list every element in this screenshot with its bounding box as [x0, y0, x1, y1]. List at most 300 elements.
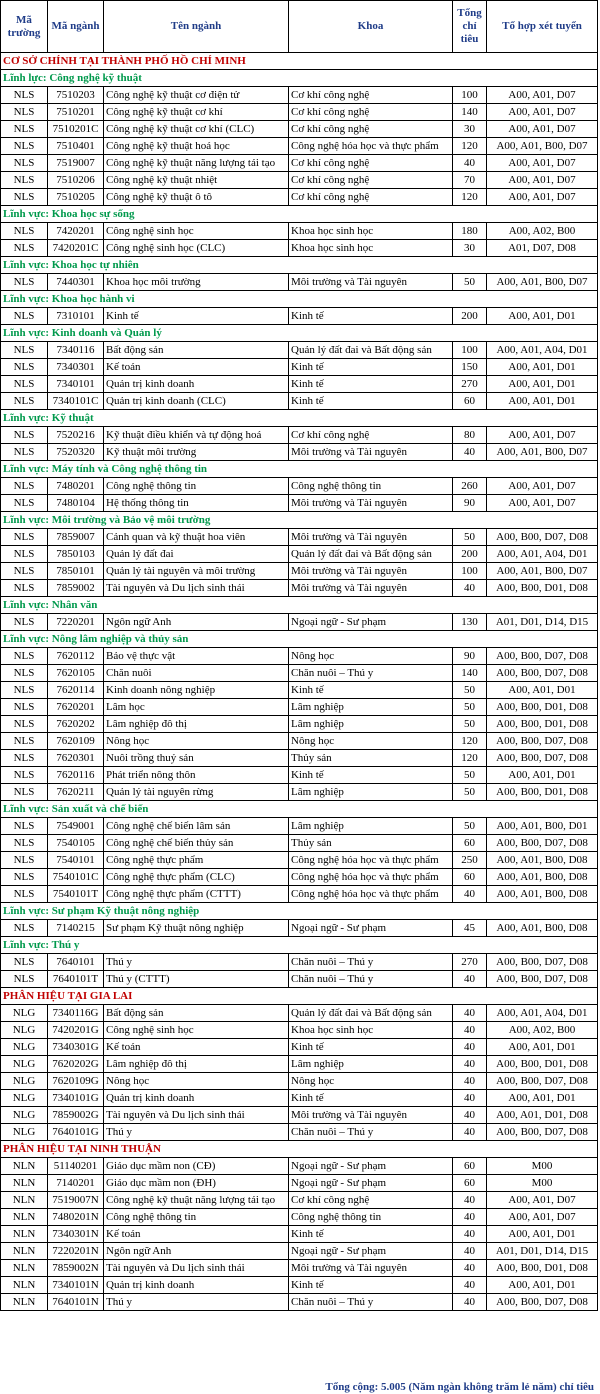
faculty-cell: Chăn nuôi – Thú y: [289, 1294, 453, 1311]
quota-cell: 40: [453, 1294, 487, 1311]
school-code-cell: NLG: [1, 1056, 48, 1073]
school-code-cell: NLG: [1, 1022, 48, 1039]
major-name-cell: Thú y: [104, 954, 289, 971]
major-name-cell: Thú y: [104, 1124, 289, 1141]
major-name-cell: Kế toán: [104, 1039, 289, 1056]
table-row: [1, 478, 598, 495]
school-code-cell: NLS: [1, 478, 48, 495]
faculty-cell: Môi trường và Tài nguyên: [289, 274, 453, 291]
combos-cell: A00, A01, B00, D08: [487, 852, 598, 869]
major-name-cell: Kỹ thuật môi trường: [104, 444, 289, 461]
quota-cell: 40: [453, 1243, 487, 1260]
major-code-cell: 7620109: [48, 733, 104, 750]
combos-cell: A00, A01, D07: [487, 104, 598, 121]
quota-cell: 50: [453, 767, 487, 784]
table-row: [1, 733, 598, 750]
school-code-cell: NLS: [1, 376, 48, 393]
quota-cell: 40: [453, 580, 487, 597]
faculty-cell: Kinh tế: [289, 393, 453, 410]
school-code-cell: NLN: [1, 1158, 48, 1175]
major-code-cell: 7620202: [48, 716, 104, 733]
school-code-cell: NLS: [1, 393, 48, 410]
school-code-cell: NLS: [1, 733, 48, 750]
table-row: [1, 1277, 598, 1294]
major-code-cell: 7510201C: [48, 121, 104, 138]
major-code-cell: 7620301: [48, 750, 104, 767]
quota-cell: 40: [453, 444, 487, 461]
major-name-cell: Bất động sản: [104, 1005, 289, 1022]
quota-cell: 70: [453, 172, 487, 189]
school-code-cell: NLN: [1, 1277, 48, 1294]
quota-cell: 130: [453, 614, 487, 631]
school-code-cell: NLS: [1, 971, 48, 988]
major-name-cell: Thú y (CTTT): [104, 971, 289, 988]
faculty-cell: Khoa học sinh học: [289, 240, 453, 257]
quota-cell: 40: [453, 971, 487, 988]
combos-cell: A01, D01, D14, D15: [487, 614, 598, 631]
combos-cell: A00, A01, D01: [487, 1090, 598, 1107]
major-name-cell: Nông học: [104, 733, 289, 750]
major-name-cell: Công nghệ thông tin: [104, 1209, 289, 1226]
field-row: [1, 70, 598, 87]
combos-cell: A00, A02, B00: [487, 223, 598, 240]
table-row: [1, 393, 598, 410]
table-row: [1, 1039, 598, 1056]
major-code-cell: 7340101N: [48, 1277, 104, 1294]
combos-cell: A00, A01, B00, D07: [487, 563, 598, 580]
major-name-cell: Công nghệ kỹ thuật ô tô: [104, 189, 289, 206]
major-name-cell: Công nghệ thực phẩm (CLC): [104, 869, 289, 886]
quota-cell: 45: [453, 920, 487, 937]
faculty-cell: Kinh tế: [289, 376, 453, 393]
major-name-cell: Bất động sản: [104, 342, 289, 359]
table-row: [1, 1005, 598, 1022]
quota-cell: 40: [453, 1039, 487, 1056]
major-code-cell: 7510401: [48, 138, 104, 155]
faculty-cell: Nông học: [289, 648, 453, 665]
faculty-cell: Kinh tế: [289, 1226, 453, 1243]
school-code-cell: NLS: [1, 444, 48, 461]
table-row: [1, 716, 598, 733]
table-row: [1, 1158, 598, 1175]
major-name-cell: Hệ thống thông tin: [104, 495, 289, 512]
school-code-cell: NLS: [1, 750, 48, 767]
school-code-cell: NLS: [1, 172, 48, 189]
faculty-cell: Cơ khí công nghệ: [289, 121, 453, 138]
major-code-cell: 7640101: [48, 954, 104, 971]
quota-cell: 120: [453, 750, 487, 767]
faculty-cell: Kinh tế: [289, 359, 453, 376]
combos-cell: A00, B00, D07, D08: [487, 1294, 598, 1311]
school-code-cell: NLS: [1, 240, 48, 257]
table-row: [1, 750, 598, 767]
table-row: [1, 376, 598, 393]
combos-cell: A00, A01, B00, D08: [487, 869, 598, 886]
combos-cell: A00, A01, D01, D08: [487, 1107, 598, 1124]
major-name-cell: Công nghệ thực phẩm: [104, 852, 289, 869]
table-row: [1, 1226, 598, 1243]
major-code-cell: 7480201N: [48, 1209, 104, 1226]
major-code-cell: 7340301N: [48, 1226, 104, 1243]
major-code-cell: 7420201G: [48, 1022, 104, 1039]
school-code-cell: NLN: [1, 1226, 48, 1243]
major-name-cell: Quản lý tài nguyên rừng: [104, 784, 289, 801]
major-name-cell: Chăn nuôi: [104, 665, 289, 682]
major-code-cell: 7850101: [48, 563, 104, 580]
faculty-cell: Ngoại ngữ - Sư phạm: [289, 1158, 453, 1175]
field-row: [1, 937, 598, 954]
table-header: [1, 1, 598, 53]
combos-cell: A00, B00, D07, D08: [487, 1073, 598, 1090]
major-code-cell: 7620114: [48, 682, 104, 699]
school-code-cell: NLG: [1, 1039, 48, 1056]
quota-cell: 100: [453, 87, 487, 104]
combos-cell: A00, A01, D01: [487, 1226, 598, 1243]
major-name-cell: Công nghệ kỹ thuật cơ khí: [104, 104, 289, 121]
combos-cell: A00, B00, D01, D08: [487, 699, 598, 716]
major-name-cell: Công nghệ kỹ thuật cơ điện tử: [104, 87, 289, 104]
faculty-cell: Ngoại ngữ - Sư phạm: [289, 1243, 453, 1260]
table-row: [1, 1209, 598, 1226]
quota-cell: 50: [453, 682, 487, 699]
faculty-cell: Cơ khí công nghệ: [289, 1192, 453, 1209]
quota-cell: 30: [453, 240, 487, 257]
faculty-cell: Công nghệ hóa học và thực phẩm: [289, 886, 453, 903]
major-code-cell: 7859002N: [48, 1260, 104, 1277]
field-title: Lĩnh vực: Sản xuất và chế biến: [1, 801, 598, 818]
major-code-cell: 7480201: [48, 478, 104, 495]
table-row: [1, 563, 598, 580]
major-name-cell: Công nghệ chế biến thủy sản: [104, 835, 289, 852]
major-code-cell: 7510203: [48, 87, 104, 104]
combos-cell: A00, A01, A04, D01: [487, 546, 598, 563]
school-code-cell: NLS: [1, 427, 48, 444]
combos-cell: A00, B00, D01, D08: [487, 1260, 598, 1277]
school-code-cell: NLS: [1, 886, 48, 903]
combos-cell: A00, A01, D01: [487, 308, 598, 325]
quota-cell: 200: [453, 308, 487, 325]
major-name-cell: Kế toán: [104, 359, 289, 376]
quota-cell: 50: [453, 784, 487, 801]
major-name-cell: Công nghệ sinh học: [104, 1022, 289, 1039]
faculty-cell: Quản lý đất đai và Bất động sản: [289, 342, 453, 359]
school-code-cell: NLN: [1, 1175, 48, 1192]
school-code-cell: NLS: [1, 359, 48, 376]
faculty-cell: Cơ khí công nghệ: [289, 155, 453, 172]
major-code-cell: 7859002: [48, 580, 104, 597]
header-quota: Tổng chỉ tiêu: [453, 1, 487, 53]
major-name-cell: Kỹ thuật điều khiển và tự động hoá: [104, 427, 289, 444]
school-code-cell: NLS: [1, 767, 48, 784]
table-row: [1, 886, 598, 903]
faculty-cell: Lâm nghiệp: [289, 784, 453, 801]
quota-cell: 50: [453, 699, 487, 716]
quota-cell: 40: [453, 1226, 487, 1243]
major-code-cell: 7340101G: [48, 1090, 104, 1107]
combos-cell: A00, B00, D01, D08: [487, 716, 598, 733]
combos-cell: A01, D07, D08: [487, 240, 598, 257]
faculty-cell: Kinh tế: [289, 1090, 453, 1107]
field-row: [1, 206, 598, 223]
major-name-cell: Thú y: [104, 1294, 289, 1311]
faculty-cell: Môi trường và Tài nguyên: [289, 529, 453, 546]
campus-row: [1, 1141, 598, 1158]
combos-cell: A00, A01, D01: [487, 767, 598, 784]
faculty-cell: Kinh tế: [289, 308, 453, 325]
header-combos: Tổ hợp xét tuyển: [487, 1, 598, 53]
school-code-cell: NLN: [1, 1294, 48, 1311]
table-row: [1, 1022, 598, 1039]
faculty-cell: Công nghệ hóa học và thực phẩm: [289, 138, 453, 155]
campus-title: PHÂN HIỆU TẠI GIA LAI: [1, 988, 598, 1005]
quota-cell: 40: [453, 1192, 487, 1209]
table-row: [1, 971, 598, 988]
major-code-cell: 7340301: [48, 359, 104, 376]
field-title: Lĩnh vực: Môi trường và Bảo vệ môi trường: [1, 512, 598, 529]
faculty-cell: Chăn nuôi – Thú y: [289, 1124, 453, 1141]
combos-cell: A01, D01, D14, D15: [487, 1243, 598, 1260]
quota-cell: 60: [453, 1175, 487, 1192]
table-row: [1, 189, 598, 206]
table-row: [1, 104, 598, 121]
table-row: [1, 223, 598, 240]
major-name-cell: Công nghệ kỹ thuật năng lượng tái tạo: [104, 155, 289, 172]
grand-total: Tổng cộng: 5.005 (Năm ngàn không trăm lẻ năm) chỉ tiêu: [325, 1381, 594, 1393]
major-code-cell: 7519007: [48, 155, 104, 172]
table-row: [1, 869, 598, 886]
major-code-cell: 7620211: [48, 784, 104, 801]
faculty-cell: Chăn nuôi – Thú y: [289, 954, 453, 971]
field-row: [1, 903, 598, 920]
faculty-cell: Kinh tế: [289, 682, 453, 699]
combos-cell: A00, B00, D07, D08: [487, 529, 598, 546]
school-code-cell: NLS: [1, 563, 48, 580]
combos-cell: A00, A01, D01: [487, 682, 598, 699]
major-name-cell: Công nghệ kỹ thuật cơ khí (CLC): [104, 121, 289, 138]
school-code-cell: NLS: [1, 189, 48, 206]
major-name-cell: Cảnh quan và kỹ thuật hoa viên: [104, 529, 289, 546]
field-row: [1, 325, 598, 342]
major-code-cell: 7140215: [48, 920, 104, 937]
major-code-cell: 7520320: [48, 444, 104, 461]
combos-cell: A00, A01, B00, D08: [487, 920, 598, 937]
faculty-cell: Môi trường và Tài nguyên: [289, 495, 453, 512]
table-row: [1, 784, 598, 801]
combos-cell: A00, A01, D07: [487, 1192, 598, 1209]
combos-cell: A00, A01, D07: [487, 189, 598, 206]
quota-cell: 120: [453, 733, 487, 750]
faculty-cell: Kinh tế: [289, 1039, 453, 1056]
major-code-cell: 7640101N: [48, 1294, 104, 1311]
faculty-cell: Ngoại ngữ - Sư phạm: [289, 920, 453, 937]
quota-cell: 40: [453, 1107, 487, 1124]
quota-cell: 50: [453, 274, 487, 291]
major-code-cell: 7420201: [48, 223, 104, 240]
faculty-cell: Nông học: [289, 1073, 453, 1090]
major-name-cell: Công nghệ kỹ thuật hoá học: [104, 138, 289, 155]
major-name-cell: Công nghệ sinh học (CLC): [104, 240, 289, 257]
faculty-cell: Môi trường và Tài nguyên: [289, 444, 453, 461]
school-code-cell: NLS: [1, 614, 48, 631]
school-code-cell: NLS: [1, 342, 48, 359]
major-name-cell: Bảo vệ thực vật: [104, 648, 289, 665]
major-name-cell: Tài nguyên và Du lịch sinh thái: [104, 1260, 289, 1277]
major-name-cell: Lâm học: [104, 699, 289, 716]
table-row: [1, 665, 598, 682]
table-row: [1, 87, 598, 104]
combos-cell: M00: [487, 1175, 598, 1192]
quota-cell: 40: [453, 155, 487, 172]
header-school-code: Mã trường: [1, 1, 48, 53]
major-code-cell: 7859007: [48, 529, 104, 546]
major-name-cell: Quản lý đất đai: [104, 546, 289, 563]
combos-cell: A00, A01, D07: [487, 427, 598, 444]
table-row: [1, 1090, 598, 1107]
major-name-cell: Công nghệ kỹ thuật nhiệt: [104, 172, 289, 189]
quota-cell: 40: [453, 1022, 487, 1039]
campus-title: CƠ SỞ CHÍNH TẠI THÀNH PHỐ HỒ CHÍ MINH: [1, 53, 598, 70]
quota-cell: 40: [453, 1260, 487, 1277]
major-code-cell: 7510201: [48, 104, 104, 121]
combos-cell: A00, B00, D07, D08: [487, 750, 598, 767]
combos-cell: A00, B00, D07, D08: [487, 835, 598, 852]
school-code-cell: NLS: [1, 818, 48, 835]
quota-cell: 40: [453, 1005, 487, 1022]
quota-cell: 60: [453, 393, 487, 410]
quota-cell: 100: [453, 563, 487, 580]
table-row: [1, 1260, 598, 1277]
quota-cell: 30: [453, 121, 487, 138]
quota-cell: 40: [453, 1056, 487, 1073]
major-code-cell: 7510206: [48, 172, 104, 189]
major-name-cell: Công nghệ kỹ thuật năng lượng tái tạo: [104, 1192, 289, 1209]
faculty-cell: Ngoại ngữ - Sư phạm: [289, 614, 453, 631]
major-code-cell: 7620105: [48, 665, 104, 682]
combos-cell: A00, A01, D07: [487, 478, 598, 495]
table-row: [1, 274, 598, 291]
campus-title: PHÂN HIỆU TẠI NINH THUẬN: [1, 1141, 598, 1158]
table-row: [1, 155, 598, 172]
field-title: Lĩnh lực: Công nghệ kỹ thuật: [1, 70, 598, 87]
major-name-cell: Giáo dục mầm non (ĐH): [104, 1175, 289, 1192]
header-major-name: Tên ngành: [104, 1, 289, 53]
table-row: [1, 308, 598, 325]
major-code-cell: 7540101: [48, 852, 104, 869]
school-code-cell: NLS: [1, 104, 48, 121]
quota-cell: 40: [453, 1277, 487, 1294]
major-code-cell: 7340116G: [48, 1005, 104, 1022]
major-code-cell: 7480104: [48, 495, 104, 512]
field-row: [1, 291, 598, 308]
school-code-cell: NLS: [1, 665, 48, 682]
combos-cell: A00, B00, D01, D08: [487, 784, 598, 801]
combos-cell: A00, A01, D01: [487, 393, 598, 410]
combos-cell: A00, A02, B00: [487, 1022, 598, 1039]
school-code-cell: NLG: [1, 1005, 48, 1022]
combos-cell: A00, B00, D01, D08: [487, 1056, 598, 1073]
field-title: Lĩnh vực: Khoa học sự sống: [1, 206, 598, 223]
quota-cell: 120: [453, 189, 487, 206]
faculty-cell: Lâm nghiệp: [289, 716, 453, 733]
field-row: [1, 631, 598, 648]
major-name-cell: Quản trị kinh doanh: [104, 376, 289, 393]
combos-cell: A00, B00, D07, D08: [487, 954, 598, 971]
faculty-cell: Quản lý đất đai và Bất động sản: [289, 546, 453, 563]
quota-cell: 40: [453, 1209, 487, 1226]
table-row: [1, 1124, 598, 1141]
faculty-cell: Công nghệ hóa học và thực phẩm: [289, 869, 453, 886]
school-code-cell: NLS: [1, 716, 48, 733]
major-name-cell: Công nghệ thực phẩm (CTTT): [104, 886, 289, 903]
faculty-cell: Khoa học sinh học: [289, 1022, 453, 1039]
school-code-cell: NLG: [1, 1073, 48, 1090]
combos-cell: A00, B00, D07, D08: [487, 733, 598, 750]
table-row: [1, 1073, 598, 1090]
table-row: [1, 138, 598, 155]
school-code-cell: NLS: [1, 274, 48, 291]
school-code-cell: NLS: [1, 121, 48, 138]
major-name-cell: Giáo dục mầm non (CĐ): [104, 1158, 289, 1175]
school-code-cell: NLS: [1, 155, 48, 172]
major-code-cell: 51140201: [48, 1158, 104, 1175]
school-code-cell: NLS: [1, 648, 48, 665]
table-row: [1, 954, 598, 971]
school-code-cell: NLS: [1, 546, 48, 563]
quota-cell: 90: [453, 495, 487, 512]
faculty-cell: Ngoại ngữ - Sư phạm: [289, 1175, 453, 1192]
combos-cell: A00, A01, B00, D07: [487, 138, 598, 155]
table-row: [1, 495, 598, 512]
faculty-cell: Lâm nghiệp: [289, 1056, 453, 1073]
school-code-cell: NLN: [1, 1243, 48, 1260]
faculty-cell: Công nghệ thông tin: [289, 1209, 453, 1226]
table-row: [1, 342, 598, 359]
major-name-cell: Lâm nghiệp đô thị: [104, 1056, 289, 1073]
major-code-cell: 7220201N: [48, 1243, 104, 1260]
combos-cell: A00, B00, D07, D08: [487, 1124, 598, 1141]
table-row: [1, 835, 598, 852]
table-row: [1, 818, 598, 835]
quota-cell: 90: [453, 648, 487, 665]
combos-cell: A00, A01, B00, D07: [487, 274, 598, 291]
major-code-cell: 7540105: [48, 835, 104, 852]
table-row: [1, 1107, 598, 1124]
major-code-cell: 7850103: [48, 546, 104, 563]
quota-cell: 140: [453, 665, 487, 682]
quota-cell: 100: [453, 342, 487, 359]
school-code-cell: NLS: [1, 869, 48, 886]
faculty-cell: Kinh tế: [289, 1277, 453, 1294]
combos-cell: A00, A01, D01: [487, 1039, 598, 1056]
major-code-cell: 7620201: [48, 699, 104, 716]
quota-cell: 50: [453, 716, 487, 733]
faculty-cell: Nông học: [289, 733, 453, 750]
quota-cell: 40: [453, 886, 487, 903]
quota-cell: 50: [453, 529, 487, 546]
major-name-cell: Kinh doanh nông nghiệp: [104, 682, 289, 699]
field-title: Lĩnh vực: Thú y: [1, 937, 598, 954]
field-title: Lĩnh vực: Khoa học tự nhiên: [1, 257, 598, 274]
table-row: [1, 121, 598, 138]
faculty-cell: Môi trường và Tài nguyên: [289, 1260, 453, 1277]
major-code-cell: 7549001: [48, 818, 104, 835]
combos-cell: A00, A01, B00, D08: [487, 886, 598, 903]
combos-cell: A00, A01, D01: [487, 359, 598, 376]
faculty-cell: Cơ khí công nghệ: [289, 189, 453, 206]
table-row: [1, 529, 598, 546]
major-name-cell: Lâm nghiệp đô thị: [104, 716, 289, 733]
combos-cell: A00, A01, B00, D01: [487, 818, 598, 835]
